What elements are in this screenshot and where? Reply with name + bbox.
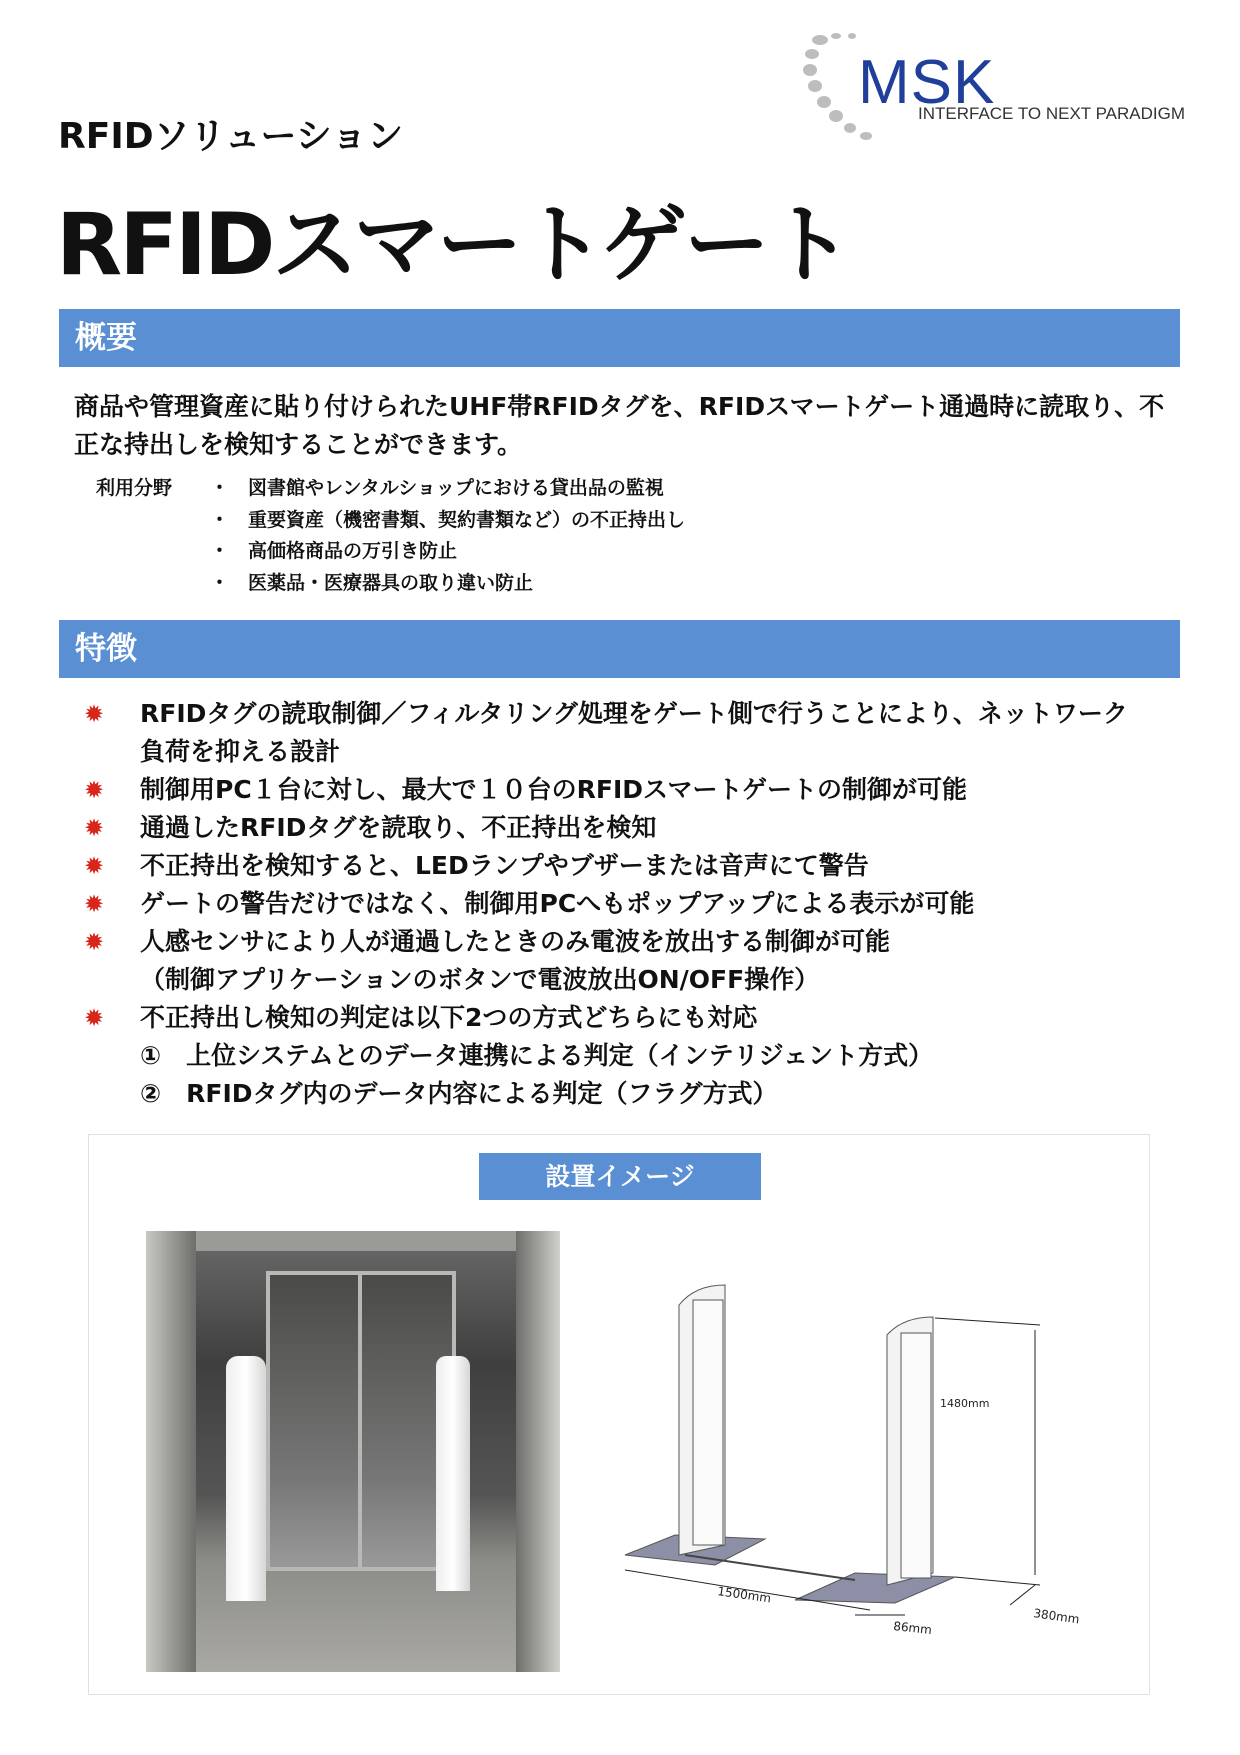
sub-item: ② RFIDタグ内のデータ内容による判定（フラグ方式） (140, 1079, 778, 1108)
page-title: RFIDスマートゲート (56, 195, 850, 295)
bullet-star-icon: ✹ (84, 852, 105, 880)
bullet-star-icon: ✹ (84, 700, 105, 728)
sub-item: ① 上位システムとのデータ連携による判定（インテリジェント方式） (140, 1041, 934, 1070)
bullet-star-icon: ✹ (84, 890, 105, 918)
bullet-star-icon: ✹ (84, 814, 105, 842)
list-item: ・ 図書館やレンタルショップにおける貸出品の監視 (210, 477, 664, 499)
list-item: ・ 高価格商品の万引き防止 (210, 540, 458, 562)
list-item: ✹ 不正持出を検知すると、LEDランプやブザーまたは音声にて警告 (84, 847, 1128, 885)
bullet-star-icon: ✹ (84, 928, 105, 956)
logo-text: MSK (858, 48, 996, 117)
gate-installation-photo (146, 1231, 560, 1672)
dim-width: 1500mm (716, 1584, 772, 1606)
logo-tagline: INTERFACE TO NEXT PARADIGM (918, 104, 1186, 123)
bullet-star-icon: ✹ (84, 1004, 105, 1032)
usage-label: 利用分野 (96, 477, 173, 499)
page-subtitle: RFIDソリューション (58, 116, 404, 157)
feature-list (84, 695, 1128, 1113)
overview-lead: 商品や管理資産に貼り付けられたUHF帯RFIDタグを、RFIDスマートゲート通過時に読取り、不正な持出しを検知することができます。 (74, 392, 1165, 459)
dim-depth: 380mm (1032, 1606, 1081, 1627)
dim-height: 1480mm (940, 1397, 990, 1410)
list-item: ✹ 制御用PC１台に対し、最大で１０台のRFIDスマートゲートの制御が可能 (84, 771, 1128, 809)
dim-thickness: 86mm (892, 1619, 933, 1638)
list-item: ✹ ゲートの警告だけではなく、制御用PCへもポップアップによる表示が可能 (84, 885, 1128, 923)
install-image-label: 設置イメージ (479, 1153, 761, 1200)
list-item: ・ 医薬品・医療器具の取り違い防止 (210, 571, 534, 594)
list-item-continuation: 負荷を抑える設計 (140, 737, 341, 766)
gate-dimension-drawing (615, 1255, 1155, 1675)
list-item: ✹ 人感センサにより人が通過したときのみ電波を放出する制御が可能 (84, 923, 1128, 961)
list-item-continuation: （制御アプリケーションのボタンで電波放出ON/OFF操作） (140, 965, 820, 994)
section-heading-features: 特徴 (59, 620, 1180, 678)
list-item: ✹ 通過したRFIDタグを読取り、不正持出を検知 (84, 809, 1128, 847)
bullet-star-icon: ✹ (84, 776, 105, 804)
section-heading-overview: 概要 (59, 309, 1180, 367)
list-item: ✹ 不正持出し検知の判定は以下2つの方式どちらにも対応 (84, 999, 1128, 1037)
usage-list (210, 473, 685, 599)
list-item: ・ 重要資産（機密書類、契約書類など）の不正持出し (210, 508, 686, 531)
list-item: ✹ RFIDタグの読取制御／フィルタリング処理をゲート側で行うことにより、ネットワーク (84, 695, 1128, 733)
